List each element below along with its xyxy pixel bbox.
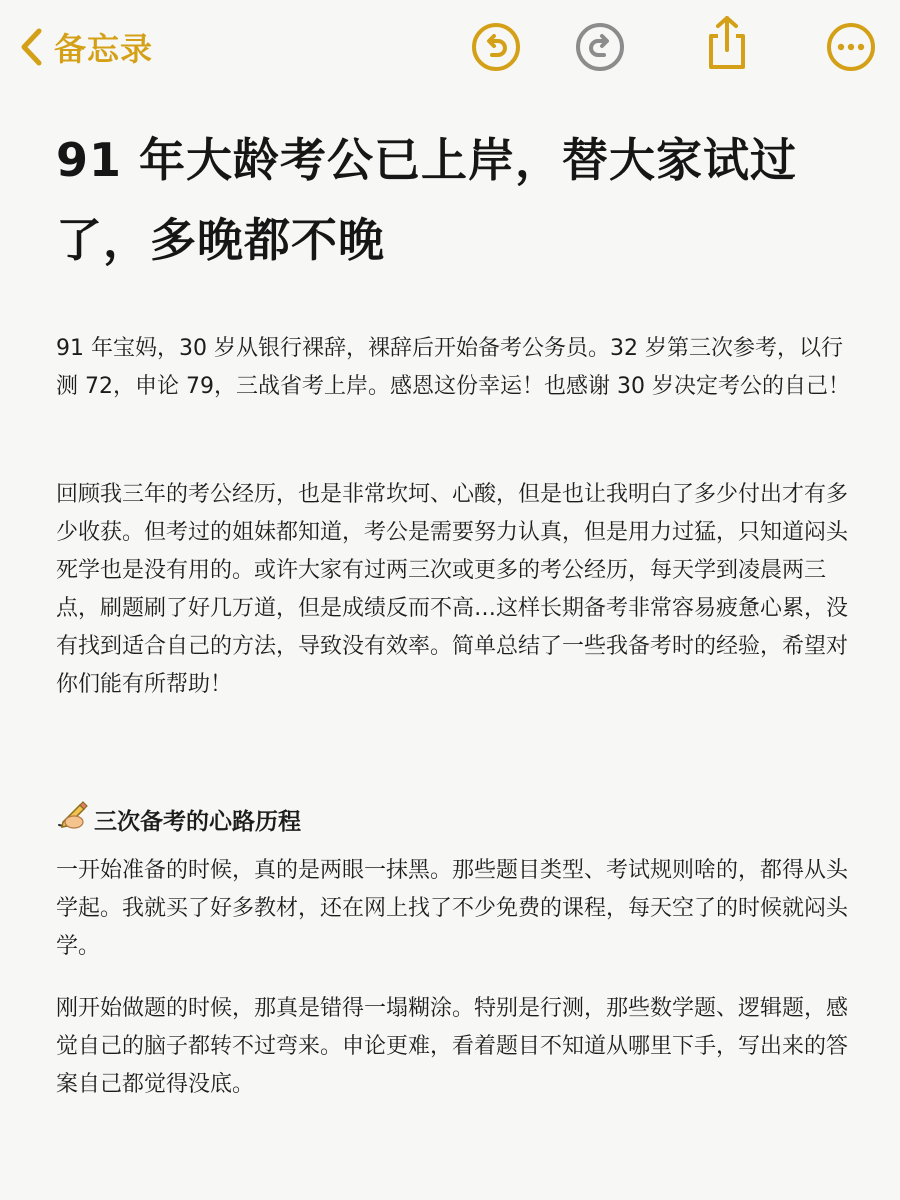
back-button[interactable]: [18, 22, 153, 72]
section-paragraph: 刚开始做题的时候，那真是错得一塌糊涂。特别是行测，那些数学题、逻辑题，感觉自己的脑子都转不过弯来。申论更难，看着题目不知道从哪里下手，写出来的答案自己都觉得没底。: [56, 996, 849, 1097]
section-paragraph: 一开始准备的时候，真的是两眼一抹黑。那些题目类型、考试规则啥的，都得从头学起。我就买了好多教材，还在网上找了不少免费的课程，每天空了的时候就闷头学。: [56, 858, 849, 959]
top-navigation-bar: [0, 0, 900, 96]
note-paragraph: 91 年宝妈，30 岁从银行裸辞，裸辞后开始备考公务员。32 岁第三次参考，以行测 72，申论 79，三战省考上岸。感恩这份幸运！也感谢 30 岁决定考公的自己！: [56, 336, 850, 399]
undo-icon: [470, 21, 522, 73]
share-button[interactable]: [700, 16, 754, 70]
section-title: 三次备考的心路历程: [94, 808, 301, 835]
note-paragraph: 回顾我三年的考公经历，也是非常坎坷、心酸，但是也让我明白了多少付出才有多少收获。但考过的姐妹都知道，考公是需要努力认真，但是用力过猛，只知道闷头死学也是没有用的。或许大家有过两三次或更多的考公经历，每天学到凌晨两三点，刷题刷了好几万道，但是成绩反而不高…这样长期备考非常容易疲惫心累，没有找到适合自己的方法，导致没有效率。简单总结了一些我备考时的经验，希望对你们能有所帮助！: [56, 482, 849, 697]
more-icon: [825, 21, 877, 73]
redo-icon: [574, 21, 626, 73]
chevron-left-icon: [18, 27, 44, 67]
note-title: 91 年大龄考公已上岸，替大家试过了，多晚都不晚: [56, 133, 798, 267]
more-button[interactable]: [824, 20, 878, 74]
back-label: 备忘录: [54, 30, 154, 68]
section-heading: [56, 800, 856, 843]
writing-hand-icon: [56, 800, 90, 843]
undo-button[interactable]: [469, 20, 523, 74]
share-icon: [702, 14, 752, 72]
redo-button[interactable]: [573, 20, 627, 74]
